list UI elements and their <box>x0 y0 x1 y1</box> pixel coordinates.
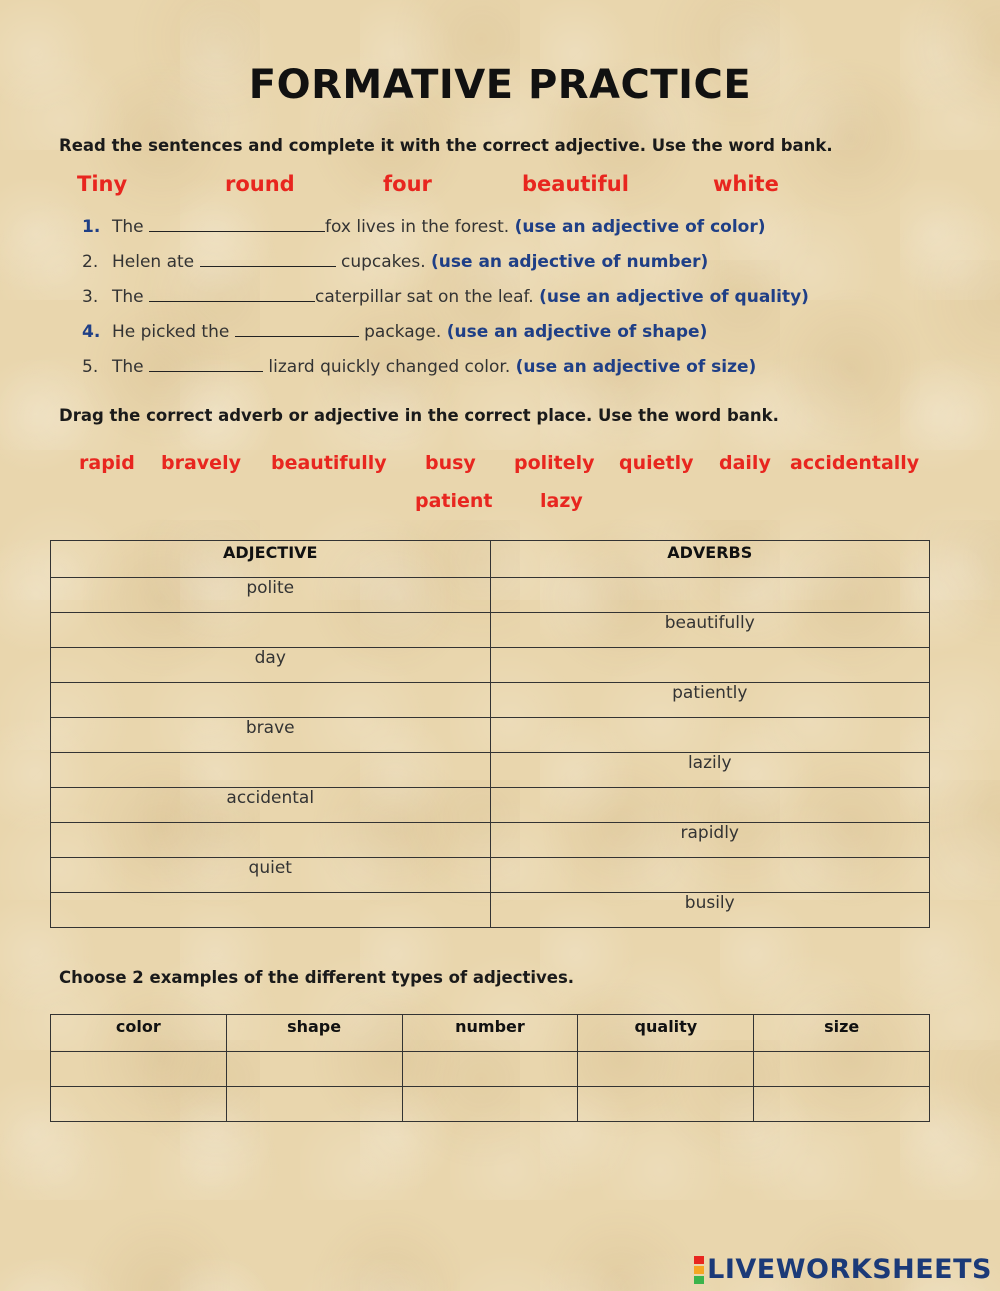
question-text: Helen ate <box>112 252 195 272</box>
drop-zone[interactable] <box>490 858 930 893</box>
question-text: The <box>112 217 144 237</box>
table-row <box>51 683 930 718</box>
question-text: caterpillar sat on the leaf. <box>315 287 534 307</box>
question-number: 4. <box>82 322 101 342</box>
word-bank-item[interactable]: politely <box>514 452 595 474</box>
drop-zone[interactable] <box>490 788 930 823</box>
answer-cell[interactable] <box>51 1052 227 1087</box>
word-bank-item[interactable]: beautifully <box>271 452 387 474</box>
section1-instruction: Read the sentences and complete it with the correct adjective. Use the word bank. <box>59 136 833 155</box>
column-header-quality: quality <box>578 1015 754 1052</box>
question-hint: (use an adjective of color) <box>514 217 766 237</box>
table-cell: lazily <box>490 753 930 788</box>
table-cell: polite <box>51 578 491 613</box>
table-row <box>51 718 930 753</box>
column-header-shape: shape <box>226 1015 402 1052</box>
question-hint: (use an adjective of shape) <box>446 322 708 342</box>
answer-cell[interactable] <box>402 1087 578 1122</box>
question-hint: (use an adjective of size) <box>515 357 757 377</box>
word-bank-item[interactable]: accidentally <box>790 452 920 474</box>
question-2 <box>82 252 708 272</box>
drop-zone[interactable] <box>51 893 491 928</box>
word-bank-item[interactable]: bravely <box>161 452 241 474</box>
drop-zone[interactable] <box>51 683 491 718</box>
adjective-adverb-table <box>50 540 930 928</box>
answer-cell[interactable] <box>226 1087 402 1122</box>
drop-zone[interactable] <box>51 753 491 788</box>
question-text: fox lives in the forest. <box>325 217 510 237</box>
question-number: 2. <box>82 252 99 272</box>
drop-zone[interactable] <box>490 718 930 753</box>
page-title: FORMATIVE PRACTICE <box>248 62 752 108</box>
question-text: cupcakes. <box>335 252 426 272</box>
table-cell: day <box>51 648 491 683</box>
table-cell: brave <box>51 718 491 753</box>
question-text: The <box>112 357 144 377</box>
question-4 <box>82 322 707 342</box>
answer-blank[interactable] <box>149 287 315 302</box>
table-row <box>51 753 930 788</box>
answer-blank[interactable] <box>235 322 359 337</box>
column-header-adverbs: ADVERBS <box>490 541 930 578</box>
question-text: He picked the <box>112 322 230 342</box>
answer-cell[interactable] <box>754 1052 930 1087</box>
answer-cell[interactable] <box>578 1052 754 1087</box>
table-cell: quiet <box>51 858 491 893</box>
word-bank-item[interactable]: rapid <box>79 452 135 474</box>
logo-text: LIVEWORKSHEETS <box>707 1254 992 1285</box>
column-header-number: number <box>402 1015 578 1052</box>
answer-cell[interactable] <box>754 1087 930 1122</box>
word-bank-item[interactable]: four <box>383 172 432 196</box>
word-bank-item[interactable]: busy <box>425 452 476 474</box>
answer-cell[interactable] <box>226 1052 402 1087</box>
drop-zone[interactable] <box>490 648 930 683</box>
table-cell: beautifully <box>490 613 930 648</box>
question-number: 1. <box>82 217 101 237</box>
question-hint: (use an adjective of number) <box>431 252 709 272</box>
question-1 <box>82 217 766 237</box>
question-text: The <box>112 287 144 307</box>
table-cell: busily <box>490 893 930 928</box>
word-bank-item[interactable]: quietly <box>619 452 694 474</box>
word-bank-item[interactable]: daily <box>719 452 771 474</box>
answer-cell[interactable] <box>402 1052 578 1087</box>
drop-zone[interactable] <box>51 613 491 648</box>
section3-instruction: Choose 2 examples of the different types of adjectives. <box>59 968 575 987</box>
table-cell: patiently <box>490 683 930 718</box>
answer-blank[interactable] <box>149 217 325 232</box>
table-row <box>51 788 930 823</box>
table-row <box>51 1052 930 1087</box>
word-bank-item[interactable]: beautiful <box>522 172 629 196</box>
column-header-adjective: ADJECTIVE <box>51 541 491 578</box>
table-row <box>51 578 930 613</box>
word-bank-item[interactable]: white <box>713 172 779 196</box>
question-5 <box>82 357 756 377</box>
table-cell: accidental <box>51 788 491 823</box>
word-bank-item[interactable]: lazy <box>540 490 583 512</box>
liveworksheets-logo <box>694 1254 992 1285</box>
question-number: 3. <box>82 287 99 307</box>
section2-instruction: Drag the correct adverb or adjective in the correct place. Use the word bank. <box>59 406 779 425</box>
drop-zone[interactable] <box>490 578 930 613</box>
question-text: lizard quickly changed color. <box>263 357 511 377</box>
question-hint: (use an adjective of quality) <box>539 287 809 307</box>
column-header-color: color <box>51 1015 227 1052</box>
word-bank-item[interactable]: Tiny <box>77 172 128 196</box>
answer-cell[interactable] <box>51 1087 227 1122</box>
table-row <box>51 613 930 648</box>
table-row <box>51 858 930 893</box>
table-row <box>51 1087 930 1122</box>
drop-zone[interactable] <box>51 823 491 858</box>
table-row <box>51 648 930 683</box>
answer-cell[interactable] <box>578 1087 754 1122</box>
question-text: package. <box>358 322 442 342</box>
answer-blank[interactable] <box>200 252 336 267</box>
question-3 <box>82 287 809 307</box>
table-row <box>51 823 930 858</box>
question-number: 5. <box>82 357 99 377</box>
adjective-types-table <box>50 1014 930 1122</box>
logo-blocks-icon <box>694 1255 704 1285</box>
table-row <box>51 893 930 928</box>
answer-blank[interactable] <box>149 357 263 372</box>
word-bank-item[interactable]: patient <box>415 490 493 512</box>
word-bank-item[interactable]: round <box>225 172 295 196</box>
column-header-size: size <box>754 1015 930 1052</box>
table-cell: rapidly <box>490 823 930 858</box>
